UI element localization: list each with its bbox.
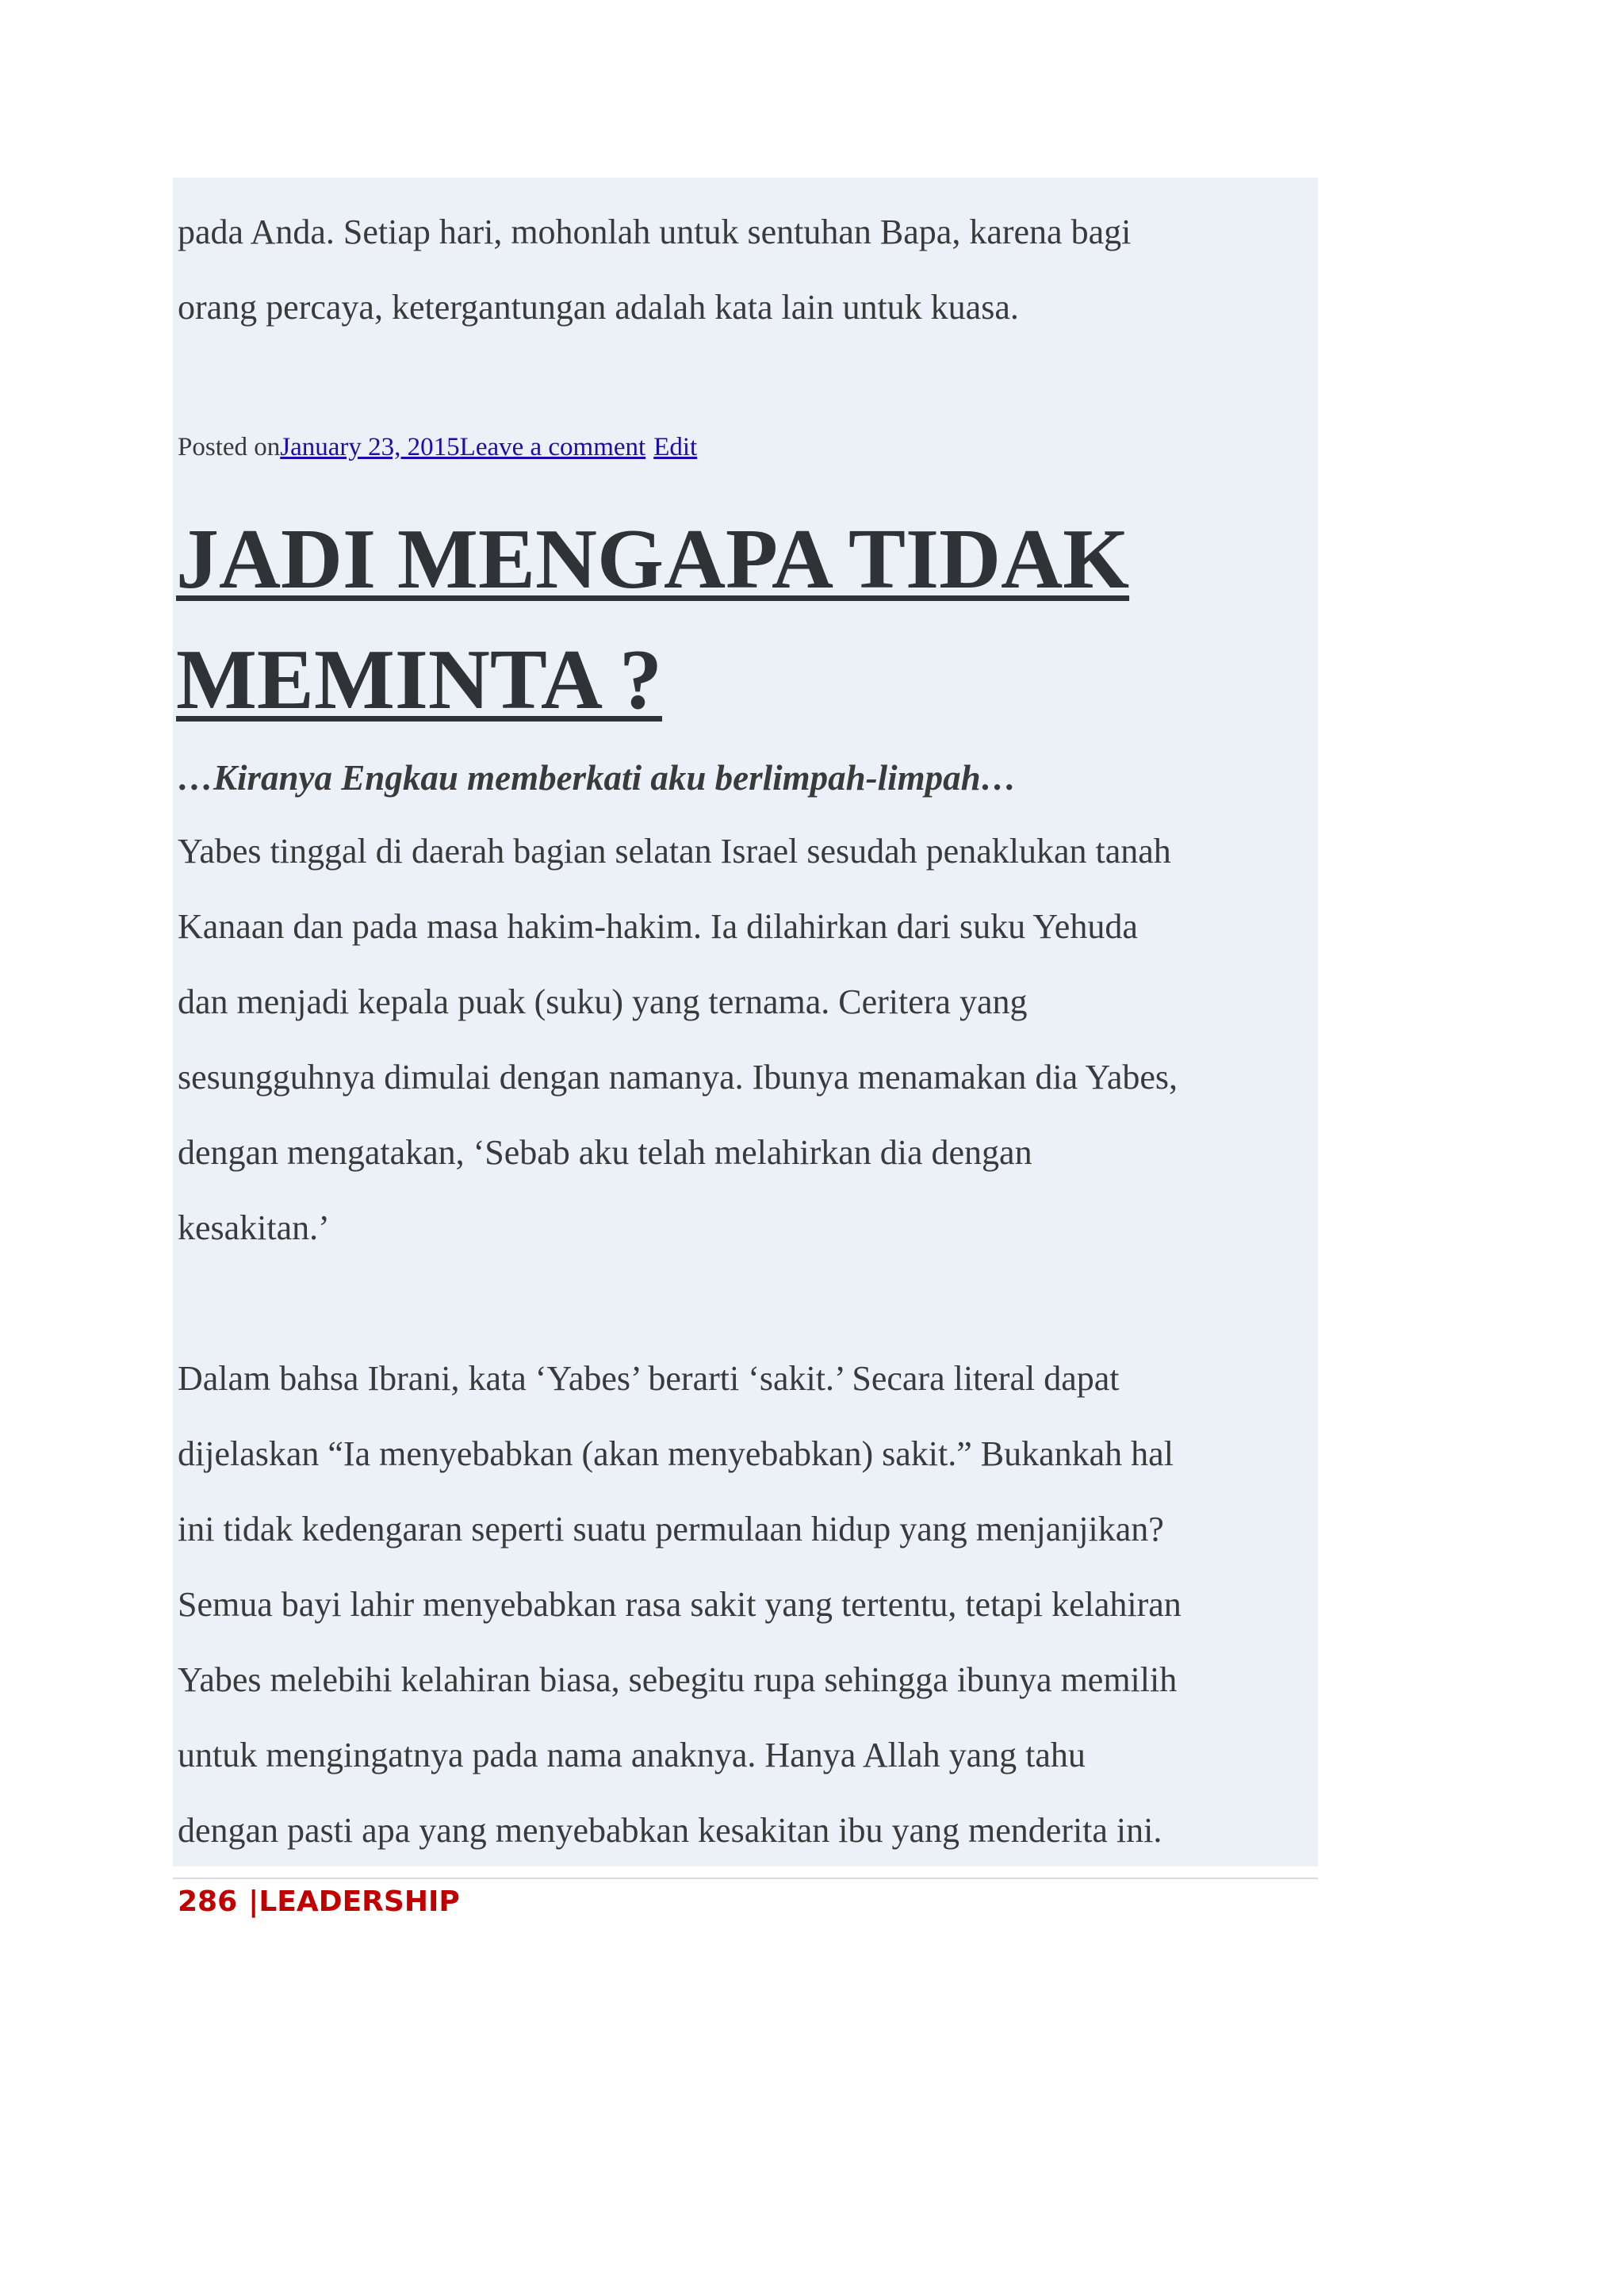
leave-comment-link[interactable]: Leave a comment xyxy=(459,433,646,461)
footer-section: LEADERSHIP xyxy=(259,1885,460,1918)
paragraph-line: dengan mengatakan, ‘Sebab aku telah melahirkan dia dengan xyxy=(178,1133,1032,1172)
post-title[interactable] xyxy=(176,500,1129,741)
paragraph-line: Yabes tinggal di daerah bagian selatan Israel sesudah penaklukan tanah xyxy=(178,832,1171,871)
paragraph-line: untuk mengingatnya pada nama anaknya. Hanya Allah yang tahu xyxy=(178,1736,1086,1774)
paragraph-line: dan menjadi kepala puak (suku) yang ternama. Ceritera yang xyxy=(178,982,1028,1021)
post-title-line: JADI MENGAPA TIDAK xyxy=(176,512,1130,607)
footer-separator: | xyxy=(248,1885,259,1918)
paragraph-line: dijelaskan “Ia menyebabkan (akan menyebabkan) sakit.” Bukankah hal xyxy=(178,1434,1174,1473)
paragraph-line: Kanaan dan pada masa hakim-hakim. Ia dilahirkan dari suku Yehuda xyxy=(178,907,1138,946)
paragraph-line: Dalam bahsa Ibrani, kata ‘Yabes’ berarti ‘sakit.’ Secara literal dapat xyxy=(178,1359,1120,1398)
post-date-link[interactable]: January 23, 2015 xyxy=(280,433,460,461)
edit-link[interactable]: Edit xyxy=(653,433,698,461)
post-subtitle: …Kiranya Engkau memberkati aku berlimpah-limpah… xyxy=(178,758,1017,798)
intro-line: orang percaya, ketergantungan adalah kata lain untuk kuasa. xyxy=(178,288,1019,327)
posted-on-label: Posted on xyxy=(178,433,281,461)
post-meta xyxy=(178,433,697,462)
paragraph-line: Semua bayi lahir menyebabkan rasa sakit yang tertentu, tetapi kelahiran xyxy=(178,1585,1182,1624)
paragraph-line: ini tidak kedengaran seperti suatu permulaan hidup yang menjanjikan? xyxy=(178,1510,1164,1548)
page-number: 286 xyxy=(178,1885,238,1918)
paragraph-line: dengan pasti apa yang menyebabkan kesakitan ibu yang menderita ini. xyxy=(178,1811,1162,1850)
footer-divider xyxy=(173,1878,1318,1879)
paragraph-line: kesakitan.’ xyxy=(178,1208,330,1247)
intro-line: pada Anda. Setiap hari, mohonlah untuk sentuhan Bapa, karena bagi xyxy=(178,212,1132,251)
paragraph-line: sesungguhnya dimulai dengan namanya. Ibunya menamakan dia Yabes, xyxy=(178,1058,1178,1097)
page-footer xyxy=(178,1885,460,1918)
paragraph-line: Yabes melebihi kelahiran biasa, sebegitu rupa sehingga ibunya memilih xyxy=(178,1660,1178,1699)
post-title-line: MEMINTA ? xyxy=(176,633,662,727)
